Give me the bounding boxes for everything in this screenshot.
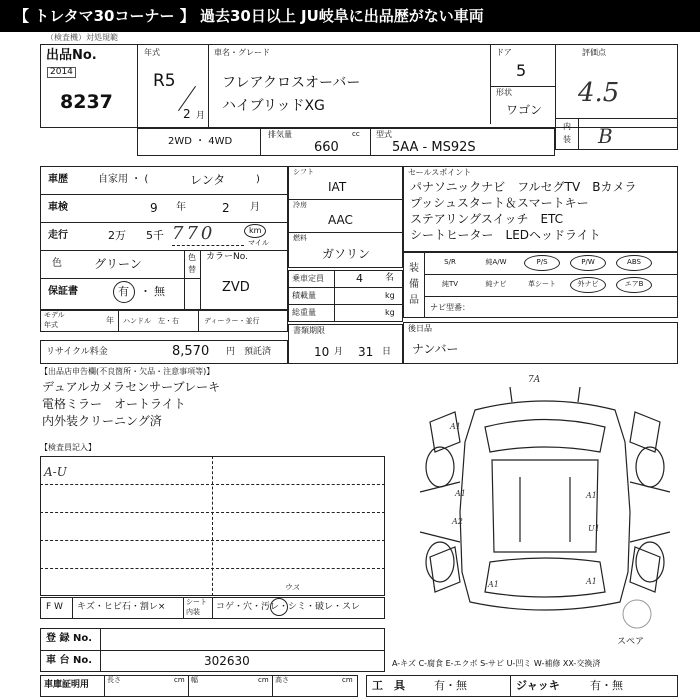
warranty-no: 無 [154, 285, 165, 298]
model-year-label-2: 年式 [44, 321, 58, 329]
mark-a1-left: A1 [450, 422, 461, 431]
seat-label-1: シート [186, 598, 207, 606]
year-month: 2 [183, 107, 191, 121]
displacement-value: 660 [314, 140, 339, 155]
equip-outer-navi: 外ナビ [577, 280, 599, 288]
doc-deadline-month: 10 [314, 345, 330, 359]
sales-points-label: セールスポイント [408, 168, 472, 177]
equipment-label-1: 装 [409, 263, 419, 274]
load-label: 積載量 [292, 291, 316, 300]
mileage-sen: 5千 [146, 229, 164, 242]
lot-stamp: 2014 [47, 67, 76, 78]
equip-ps: P/S [536, 258, 548, 266]
jack-value: 有・無 [590, 679, 623, 692]
mark-u1-right: U1 [588, 524, 600, 533]
color-label: 色 [52, 258, 62, 269]
seat-options: コゲ・穴・汚レ・シミ・破レ・スレ [216, 602, 361, 612]
model-year-label-1: モデル [44, 311, 65, 319]
equip-sr: S/R [444, 258, 456, 266]
fuel-label: 燃料 [293, 234, 307, 242]
body-type-label: 形状 [496, 88, 512, 97]
tools-value: 有・無 [434, 679, 467, 692]
sales-point-line-1: パナソニックナビ フルセグTV Bカメラ [410, 180, 637, 194]
seat-label-2: 内装 [186, 608, 200, 616]
warranty-yes: 有 [118, 285, 129, 298]
gross-unit: kg [385, 308, 395, 317]
fw-label: F W [46, 602, 63, 612]
equip-pw: P/W [581, 258, 595, 266]
chassis-value: 302630 [204, 654, 250, 668]
exhibitor-note-line-3: 内外装クリーニング済 [42, 414, 162, 428]
doc-deadline-day: 31 [358, 345, 374, 359]
recycle-label: リサイクル料金 [46, 347, 108, 357]
history-close: ) [256, 174, 260, 185]
history-label: 車歴 [48, 174, 68, 185]
color-change-label-1: 色 [188, 253, 196, 262]
seat-hand-circle [270, 598, 288, 616]
year-era: R5 [153, 71, 176, 91]
mark-top: 7A [528, 375, 541, 385]
model-year-unit: 年 [106, 316, 114, 325]
mileage-unit-km: km [249, 226, 262, 235]
body-type-value: ワゴン [506, 103, 543, 117]
inspection-year-unit: 年 [176, 202, 186, 213]
fuel-value: ガソリン [322, 247, 371, 261]
equipment-label-3: 品 [409, 295, 419, 306]
cert-length-unit: cm [174, 676, 185, 684]
damage-legend: A-キズ C-腐食 E-エクボ S-サビ U-凹ミ W-補修 XX-交換済 [392, 659, 601, 668]
inspection-label: 車検 [48, 202, 68, 213]
header-small-text: （検査機）対処規範 [46, 33, 118, 42]
mileage-man: 2万 [108, 229, 126, 242]
inspection-month: 2 [222, 201, 230, 215]
color-no-label: カラーNo. [206, 252, 248, 262]
equip-navi: 純ナビ [485, 280, 507, 288]
cert-width-label: 幅 [191, 676, 198, 684]
model-code-label: 型式 [376, 130, 392, 139]
displacement-label: 排気量 [268, 130, 292, 139]
shift-label: シフト [293, 168, 314, 176]
recycle-unit: 円 [226, 347, 236, 357]
equip-airbag: エアB [624, 280, 644, 288]
color-no: ZVD [222, 280, 250, 295]
lot-label: 出品No. [46, 48, 97, 63]
interior-label-2: 装 [563, 135, 571, 144]
mark-a1-mid-left: A1 [455, 489, 466, 498]
history-options: 自家用 ・ ( [98, 174, 149, 185]
recycle-value: 8,570 [172, 344, 210, 359]
later-items-value: ナンバー [412, 342, 459, 356]
name-label: 車名・グレード [214, 48, 270, 57]
spare-label: スペア [617, 637, 645, 647]
year-month-unit: 月 [196, 111, 206, 121]
displacement-unit: cc [352, 130, 360, 138]
equipment-label-2: 備 [409, 279, 419, 290]
mileage-unit-mile: マイル [248, 239, 269, 247]
handle-options: ハンドル 左・右 [123, 317, 179, 325]
car-damage-diagram [400, 382, 690, 642]
capacity-label: 乗車定員 [292, 274, 324, 283]
score-label: 評価点 [582, 48, 606, 57]
name-line1: フレアクロスオーバー [222, 75, 361, 91]
equip-tv: 純TV [441, 280, 459, 288]
sales-point-line-2: プッシュスタート＆スマートキー [410, 196, 589, 210]
lot-number: 8237 [60, 91, 113, 113]
registration-label: 登 録 No. [46, 633, 93, 644]
later-items-label: 後日品 [408, 324, 432, 333]
model-code-value: 5AA - MS92S [392, 140, 476, 155]
name-line2: ハイブリッドXG [222, 98, 325, 114]
exhibitor-note-line-1: デュアルカメラセンサーブレーキ [42, 380, 221, 394]
exhibitor-notes-label: 【出品店申告欄(不良箇所・欠品・注意事項等)】 [40, 367, 215, 376]
fw-options: キズ・ヒビ石・割レ× [77, 602, 166, 612]
mark-a2-left: A2 [452, 517, 463, 526]
jack-label: ジャッキ [516, 679, 560, 692]
capacity-value: 4 [356, 272, 363, 285]
dealer-options: ディーラー・並行 [204, 317, 260, 325]
mark-a1-right: A1 [586, 491, 597, 500]
gross-label: 総重量 [292, 308, 316, 317]
warranty-label: 保証書 [48, 286, 78, 297]
navi-model-label: ナビ型番： [430, 303, 470, 312]
doors-value: 5 [516, 61, 527, 80]
chassis-label: 車 台 No. [46, 655, 93, 666]
sales-point-line-4: シートヒーター LEDヘッドライト [410, 228, 601, 242]
doc-deadline-day-unit: 日 [382, 347, 392, 357]
shift-value: IAT [328, 180, 347, 194]
doc-deadline-label: 書類期限 [293, 326, 325, 335]
cert-height-unit: cm [342, 676, 353, 684]
capacity-unit: 名 [385, 273, 395, 283]
score-value: 4.5 [578, 78, 620, 108]
doc-deadline-month-unit: 月 [334, 347, 344, 357]
tools-label: 工 具 [372, 679, 405, 692]
cert-height-label: 高さ [275, 676, 289, 684]
warranty-sep: ・ [140, 285, 151, 298]
color-value: グリーン [94, 257, 142, 271]
inspection-year: 9 [150, 201, 158, 215]
color-change-label-2: 替 [188, 265, 196, 274]
equip-abs: ABS [627, 258, 641, 266]
ac-label: 冷房 [293, 201, 307, 209]
cert-width-unit: cm [258, 676, 269, 684]
inspection-month-unit: 月 [250, 202, 260, 213]
equip-leather: 革シート [528, 280, 556, 288]
history-value: レンタ [190, 173, 226, 187]
doors-label: ドア [496, 48, 512, 57]
cert-label: 車庫証明用 [44, 680, 90, 690]
mark-a1-bottom: A1 [488, 580, 499, 589]
ac-value: AAC [328, 213, 353, 227]
year-label: 年式 [144, 48, 160, 57]
inspector-label: 【検査員記入】 [40, 443, 96, 452]
seat-hand-note: ウス [284, 583, 300, 592]
cert-length-label: 長さ [107, 676, 121, 684]
sales-point-line-3: ステアリングスイッチ ETC [410, 212, 564, 226]
interior-value: B [598, 124, 613, 148]
drive-label: 2WD ・ 4WD [168, 136, 233, 147]
banner: 【 トレタマ30コーナー 】 過去30日以上 JU岐阜に出品歴がない車両 [0, 0, 700, 32]
recycle-note: 預託済 [244, 347, 272, 357]
mark-a1-far-right: A1 [586, 577, 597, 586]
inspector-note: A-U [44, 465, 67, 479]
interior-label-1: 内 [563, 122, 571, 131]
load-unit: kg [385, 291, 395, 300]
equip-alloy: 純A/W [485, 258, 507, 266]
mileage-label: 走行 [48, 230, 68, 241]
mileage-handwritten: 770 [172, 223, 216, 244]
exhibitor-note-line-2: 電格ミラー オートライト [42, 397, 186, 411]
